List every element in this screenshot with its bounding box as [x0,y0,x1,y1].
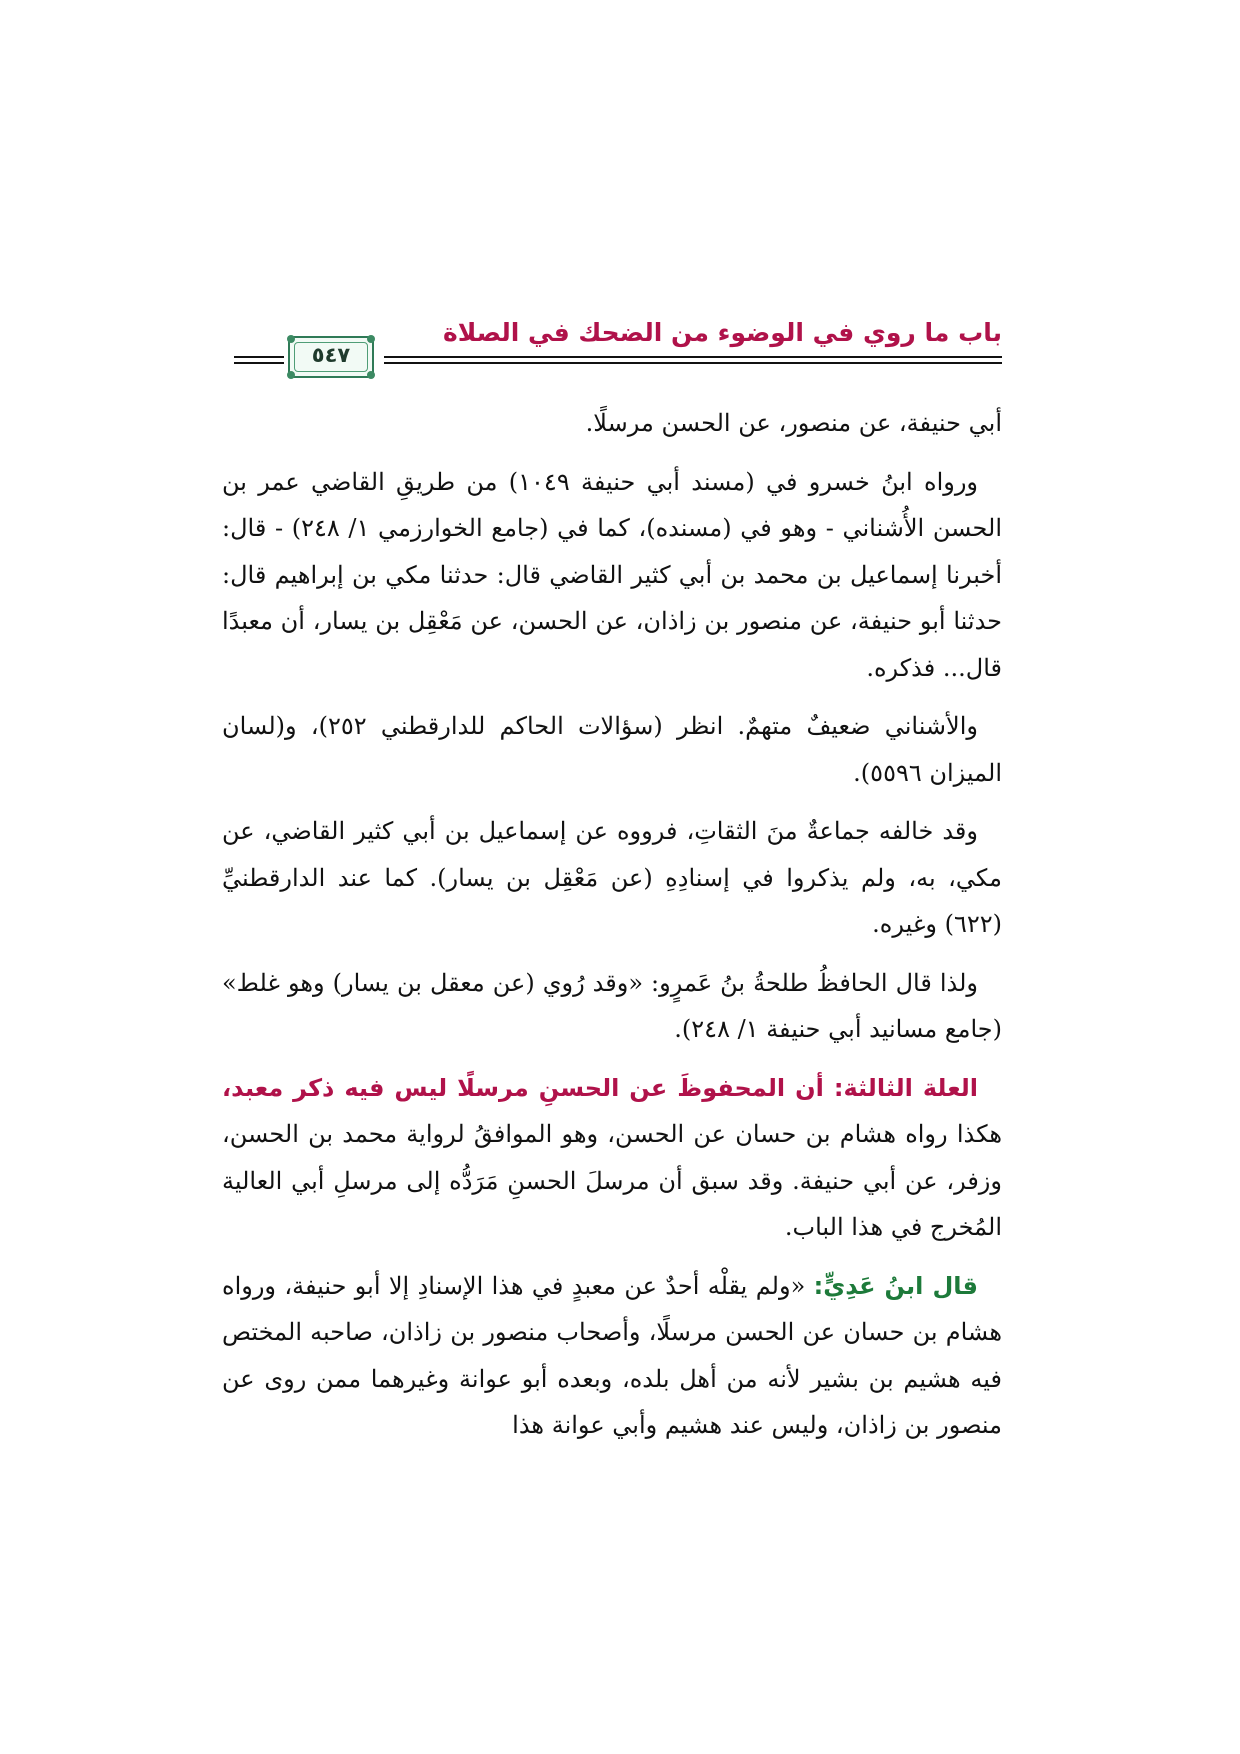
paragraph-text: «ولم يقلْه أحدٌ عن معبدٍ في هذا الإسنادِ إلا أبو حنيفة، ورواه هشام بن حسان عن الحسن مرسلًا، وأصحاب منصور بن زاذان، صاحبه المختص فيه هشيم بن بشير لأنه من أهل بلده، وبعده أبو عوانة وغيرهما ممن روى عن منصور بن زاذان، وليس عند هشيم وأبي عوانة هذا [222,1271,1002,1439]
paragraph [222,1263,1002,1449]
header-rule-right-bottom [384,362,1002,364]
paragraph [222,1065,1002,1251]
header-rule-left-bottom [234,362,284,364]
page-number-badge [288,336,374,378]
paragraph-text: هكذا رواه هشام بن حسان عن الحسن، وهو الموافقُ لرواية محمد بن الحسن، وزفر، عن أبي حنيفة. وقد سبق أن مرسلَ الحسنِ مَرَدُّه إلى مرسلِ أبي العالية المُخرج في هذا الباب. [222,1120,1002,1241]
page-header [222,318,1002,382]
paragraph-text: ورواه ابنُ خسرو في (مسند أبي حنيفة ١٠٤٩) من طريقِ القاضي عمر بن الحسن الأُشناني - وهو في (مسنده)، كما في (جامع الخوارزمي ١/ ٢٤٨) - قال: أخبرنا إسماعيل بن محمد بن أبي كثير القاضي قال: حدثنا مكي بن إبراهيم قال: حدثنا أبو حنيفة، عن منصور بن زاذان، عن الحسن، عن مَعْقِل بن يسار، أن معبدًا قال... فذكره. [222,467,1002,682]
highlighted-heading: العلة الثالثة: أن المحفوظَ عن الحسنِ مرسلًا ليس فيه ذكر معبد، [222,1073,978,1102]
page-body [222,400,1002,1461]
ornament-icon [287,335,295,343]
paragraph [222,703,1002,796]
paragraph-text: والأشناني ضعيفٌ متهمٌ. انظر (سؤالات الحاكم للدارقطني ٢٥٢)، و(لسان الميزان ٥٥٩٦). [222,712,1002,787]
header-rule-left-top [234,356,284,358]
paragraph [222,960,1002,1053]
paragraph-text: أبي حنيفة، عن منصور، عن الحسن مرسلًا. [585,409,1002,437]
quote-attribution: قال ابنُ عَدِيٍّ: [813,1271,978,1300]
ornament-icon [367,335,375,343]
header-rule-right-top [384,356,1002,358]
paragraph [222,808,1002,948]
paragraph [222,400,1002,447]
paragraph-text: وقد خالفه جماعةٌ منَ الثقاتِ، فرووه عن إسماعيل بن أبي كثير القاضي، عن مكي، به، ولم يذكروا في إسنادِهِ (عن مَعْقِل بن يسار). كما عند الدارقطنيِّ (٦٢٢) وغيره. [222,817,1002,938]
paragraph [222,459,1002,692]
ornament-icon [367,371,375,379]
paragraph-text: ولذا قال الحافظُ طلحةُ بنُ عَمرٍو: «وقد رُوي (عن معقل بن يسار) وهو غلط» (جامع مسانيد أبي حنيفة ١/ ٢٤٨). [222,968,1002,1043]
page-number: ٥٤٧ [311,343,351,367]
ornament-icon [287,371,295,379]
chapter-title: باب ما روي في الوضوء من الضحك في الصلاة [443,318,1002,347]
